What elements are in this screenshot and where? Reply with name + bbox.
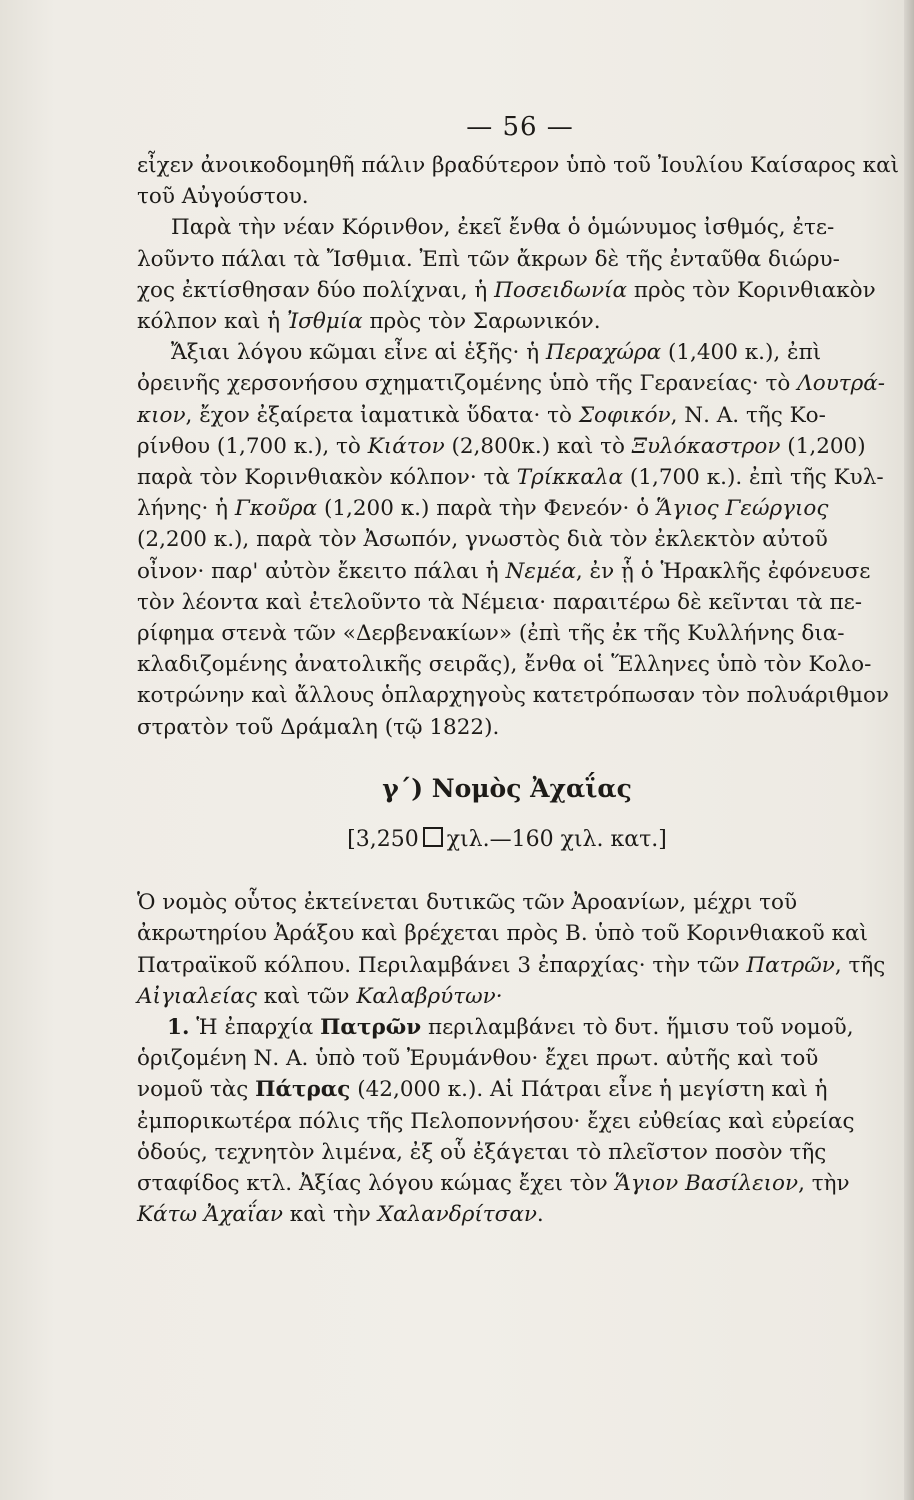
page-number: — 56 —: [466, 112, 574, 142]
text-line: λήνης· ἡ Γκοῦρα (1,200 κ.) παρὰ τὴν Φενεόν· ὁ Ἅγιος Γεώργιος: [137, 496, 829, 522]
text-line: Ἄξιαι λόγου κῶμαι εἶνε αἱ ἑξῆς· ἡ Περαχώρα (1,400 κ.), ἐπὶ: [171, 340, 822, 366]
text-line: εἶχεν ἀνοικοδομηθῆ πάλιν βραδύτερον ὑπὸ τοῦ Ἰουλίου Καίσαρος καὶ: [137, 153, 900, 178]
text-line: κιον, ἔχον ἐξαίρετα ἰαματικὰ ὕδατα· τὸ Σοφικόν, Ν. Α. τῆς Κο-: [137, 402, 826, 428]
page-body: [137, 150, 900, 1231]
text-line: τοῦ Αὐγούστου.: [137, 184, 309, 210]
text-line: κλαδιζομένης ἀνατολικῆς σειρᾶς), ἔνθα οἱ Ἕλληνες ὑπὸ τὸν Κολο-: [137, 652, 872, 678]
text-line: (2,200 κ.), παρὰ τὸν Ἀσωπόν, γνωστὸς διὰ τὸν ἐκλεκτὸν αὐτοῦ: [137, 527, 828, 553]
text-line: ρίνθου (1,700 κ.), τὸ Κιάτον (2,800κ.) καὶ τὸ Ξυλόκαστρον (1,200): [137, 433, 866, 459]
square-symbol-icon: [423, 827, 443, 847]
text-line: οἶνον· παρ' αὐτὸν ἔκειτο πάλαι ἡ Νεμέα, ἐν ᾗ ὁ Ἡρακλῆς ἐφόνευσε: [137, 558, 871, 584]
text-line: χος ἐκτίσθησαν δύο πολίχναι, ἡ Ποσειδωνία πρὸς τὸν Κορινθιακὸν: [137, 277, 876, 303]
text-line: ἀκρωτηρίου Ἀράξου καὶ βρέχεται πρὸς Β. ὑπὸ τοῦ Κορινθιακοῦ καὶ: [137, 921, 868, 947]
text-line: ρίφημα στενὰ τῶν «Δερβενακίων» (ἐπὶ τῆς ἐκ τῆς Κυλλήνης δια-: [137, 621, 845, 647]
text-line: ὀρεινῆς χερσονήσου σχηματιζομένης ὑπὸ τῆς Γερανείας· τὸ Λουτρά-: [137, 371, 886, 397]
section-area: [3,250 χιλ.—160 χιλ. κατ.]: [347, 827, 667, 853]
text-line: ἐμπορικωτέρα πόλις τῆς Πελοποννήσου· ἔχει εὐθείας καὶ εὐρείας: [137, 1108, 855, 1134]
page-edge: [904, 0, 914, 1500]
text-line: στρατὸν τοῦ Δράμαλη (τῷ 1822).: [137, 714, 500, 740]
text-line: κοτρώνην καὶ ἄλλους ὁπλαρχηγοὺς κατετρόπωσαν τὸν πολυάριθμον: [137, 683, 889, 709]
text-line: κόλπον καὶ ἡ Ἰσθμία πρὸς τὸν Σαρωνικόν.: [137, 309, 601, 335]
text-line: παρὰ τὸν Κορινθιακὸν κόλπον· τὰ Τρίκκαλα (1,700 κ.). ἐπὶ τῆς Κυλ-: [137, 465, 884, 491]
text-line: Πατραϊκοῦ κόλπου. Περιλαμβάνει 3 ἐπαρχίας· τὴν τῶν Πατρῶν, τῆς: [137, 952, 886, 978]
text-line: Παρὰ τὴν νέαν Κόρινθον, ἐκεῖ ἔνθα ὁ ὁμώνυμος ἰσθμός, ἐτε-: [171, 215, 835, 241]
text-line: Κάτω Ἀχαΐαν καὶ τὴν Χαλανδρίτσαν.: [137, 1202, 544, 1228]
text-line: Ὁ νομὸς οὗτος ἐκτείνεται δυτικῶς τῶν Ἀροανίων, μέχρι τοῦ: [137, 890, 798, 916]
text-line: σταφίδος κτλ. Ἀξίας λόγου κώμας ἔχει τὸν Ἅγιον Βασίλειον, τὴν: [137, 1171, 850, 1197]
text-line: Αἰγιαλείας καὶ τῶν Καλαβρύτων·: [137, 983, 503, 1009]
text-line: ὁριζομένη Ν. Α. ὑπὸ τοῦ Ἐρυμάνθου· ἔχει πρωτ. αὐτῆς καὶ τοῦ: [137, 1046, 819, 1072]
text-line: τὸν λέοντα καὶ ἐτελοῦντο τὰ Νέμεια· παραιτέρω δὲ κεῖνται τὰ πε-: [137, 589, 862, 615]
text-line: νομοῦ τὰς Πάτρας (42,000 κ.). Αἱ Πάτραι εἶνε ἡ μεγίστη καὶ ἡ: [137, 1077, 828, 1103]
text-line: λοῦντο πάλαι τὰ Ἴσθμια. Ἐπὶ τῶν ἄκρων δὲ τῆς ἐνταῦθα διώρυ-: [137, 246, 840, 272]
text-line: 1. Ἡ ἐπαρχία Πατρῶν περιλαμβάνει τὸ δυτ. ἥμισυ τοῦ νομοῦ,: [167, 1015, 854, 1041]
section-heading: γ΄) Νομὸς Ἀχαΐας: [382, 773, 632, 803]
text-line: ὁδούς, τεχνητὸν λιμένα, ἐξ οὗ ἐξάγεται τὸ πλεῖστον ποσὸν τῆς: [137, 1139, 827, 1165]
